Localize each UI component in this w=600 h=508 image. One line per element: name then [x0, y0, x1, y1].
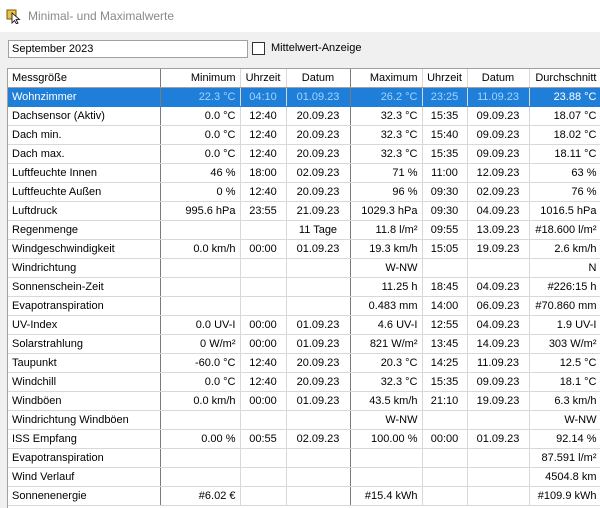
- value-cell: 0.0 °C: [160, 373, 240, 392]
- value-cell: 12:40: [240, 183, 286, 202]
- average-display-checkbox[interactable]: [252, 40, 361, 56]
- table-row[interactable]: [8, 88, 600, 107]
- table-row[interactable]: [8, 373, 600, 392]
- table-row[interactable]: [8, 145, 600, 164]
- value-cell: [467, 487, 529, 506]
- column-header[interactable]: Datum: [286, 69, 350, 88]
- value-cell: 01.09.23: [286, 392, 350, 411]
- value-cell: 18.02 °C: [529, 126, 600, 145]
- value-cell: 71 %: [350, 164, 422, 183]
- value-cell: [160, 297, 240, 316]
- value-cell: #6.02 €: [160, 487, 240, 506]
- column-header[interactable]: Maximum: [350, 69, 422, 88]
- measurement-name-cell: Solarstrahlung: [8, 335, 160, 354]
- value-cell: 0.0 km/h: [160, 392, 240, 411]
- value-cell: 01.09.23: [286, 240, 350, 259]
- value-cell: 32.3 °C: [350, 107, 422, 126]
- table-row[interactable]: [8, 335, 600, 354]
- table-row[interactable]: [8, 126, 600, 145]
- toolbar: [0, 32, 600, 62]
- value-cell: 01.09.23: [467, 430, 529, 449]
- value-cell: 09.09.23: [467, 373, 529, 392]
- value-cell: 23:25: [422, 88, 467, 107]
- table-row[interactable]: [8, 183, 600, 202]
- value-cell: 12:40: [240, 373, 286, 392]
- table-row[interactable]: [8, 164, 600, 183]
- value-cell: 01.09.23: [286, 88, 350, 107]
- value-cell: [240, 449, 286, 468]
- measurement-name-cell: Windchill: [8, 373, 160, 392]
- measurement-name-cell: Dach min.: [8, 126, 160, 145]
- value-cell: 0.0 °C: [160, 145, 240, 164]
- value-cell: [350, 468, 422, 487]
- value-cell: [422, 487, 467, 506]
- value-cell: 18:00: [240, 164, 286, 183]
- value-cell: 00:00: [240, 335, 286, 354]
- value-cell: [240, 221, 286, 240]
- value-cell: 15:05: [422, 240, 467, 259]
- measurement-name-cell: Evapotranspiration: [8, 297, 160, 316]
- value-cell: [467, 259, 529, 278]
- value-cell: 14:25: [422, 354, 467, 373]
- value-cell: 995.6 hPa: [160, 202, 240, 221]
- table-row[interactable]: [8, 297, 600, 316]
- value-cell: 0.0 UV-I: [160, 316, 240, 335]
- value-cell: 02.09.23: [286, 430, 350, 449]
- value-cell: [240, 487, 286, 506]
- value-cell: 09:30: [422, 183, 467, 202]
- window-title: Minimal- und Maximalwerte: [28, 9, 175, 23]
- value-cell: [240, 278, 286, 297]
- value-cell: #226:15 h: [529, 278, 600, 297]
- value-cell: 11.09.23: [467, 88, 529, 107]
- value-cell: 20.09.23: [286, 354, 350, 373]
- value-cell: 12:40: [240, 126, 286, 145]
- value-cell: 0.0 °C: [160, 126, 240, 145]
- value-cell: [467, 449, 529, 468]
- value-cell: 06.09.23: [467, 297, 529, 316]
- value-cell: [160, 259, 240, 278]
- value-cell: 19.09.23: [467, 392, 529, 411]
- value-cell: 15:35: [422, 107, 467, 126]
- table-row[interactable]: [8, 221, 600, 240]
- value-cell: 32.3 °C: [350, 145, 422, 164]
- table-row[interactable]: [8, 411, 600, 430]
- value-cell: 04.09.23: [467, 316, 529, 335]
- measurement-name-cell: Wohnzimmer: [8, 88, 160, 107]
- column-header[interactable]: Uhrzeit: [240, 69, 286, 88]
- value-cell: [160, 278, 240, 297]
- value-cell: 00:00: [240, 392, 286, 411]
- value-cell: N: [529, 259, 600, 278]
- value-cell: 0.483 mm: [350, 297, 422, 316]
- value-cell: 0.0 km/h: [160, 240, 240, 259]
- value-cell: 0 W/m²: [160, 335, 240, 354]
- value-cell: 23:55: [240, 202, 286, 221]
- title-bar: [0, 0, 600, 32]
- value-cell: #18.600 l/m²: [529, 221, 600, 240]
- value-cell: 18.1 °C: [529, 373, 600, 392]
- value-cell: 63 %: [529, 164, 600, 183]
- value-cell: 12:55: [422, 316, 467, 335]
- measurement-name-cell: Sonnenschein-Zeit: [8, 278, 160, 297]
- value-cell: [240, 297, 286, 316]
- value-cell: 32.3 °C: [350, 373, 422, 392]
- value-cell: 32.3 °C: [350, 126, 422, 145]
- value-cell: 13:45: [422, 335, 467, 354]
- table-row[interactable]: [8, 487, 600, 506]
- table-row[interactable]: [8, 316, 600, 335]
- measurement-name-cell: Regenmenge: [8, 221, 160, 240]
- cursor-icon: [6, 8, 22, 24]
- value-cell: [422, 449, 467, 468]
- value-cell: 04.09.23: [467, 278, 529, 297]
- value-cell: 13.09.23: [467, 221, 529, 240]
- measurement-name-cell: Windrichtung: [8, 259, 160, 278]
- value-cell: [422, 259, 467, 278]
- value-cell: 09:55: [422, 221, 467, 240]
- measurement-name-cell: Windgeschwindigkeit: [8, 240, 160, 259]
- average-display-label: Mittelwert-Anzeige: [271, 42, 362, 54]
- value-cell: #70.860 mm: [529, 297, 600, 316]
- value-cell: 46 %: [160, 164, 240, 183]
- column-header[interactable]: Messgröße: [8, 69, 160, 88]
- value-cell: 00:55: [240, 430, 286, 449]
- value-cell: 11.25 h: [350, 278, 422, 297]
- value-cell: 4504.8 km: [529, 468, 600, 487]
- value-cell: 6.3 km/h: [529, 392, 600, 411]
- value-cell: 14.09.23: [467, 335, 529, 354]
- value-cell: 00:00: [240, 240, 286, 259]
- column-header[interactable]: Minimum: [160, 69, 240, 88]
- value-cell: 96 %: [350, 183, 422, 202]
- value-cell: 43.5 km/h: [350, 392, 422, 411]
- month-field[interactable]: [8, 40, 248, 58]
- table-row[interactable]: [8, 468, 600, 487]
- value-cell: [160, 449, 240, 468]
- value-cell: [467, 468, 529, 487]
- value-cell: 09.09.23: [467, 107, 529, 126]
- measurement-name-cell: Windböen: [8, 392, 160, 411]
- measurement-name-cell: Luftdruck: [8, 202, 160, 221]
- measurement-name-cell: ISS Empfang: [8, 430, 160, 449]
- value-cell: 0.00 %: [160, 430, 240, 449]
- value-cell: 76 %: [529, 183, 600, 202]
- value-cell: 09.09.23: [467, 145, 529, 164]
- value-cell: 02.09.23: [286, 164, 350, 183]
- measurement-name-cell: Evapotranspiration: [8, 449, 160, 468]
- value-cell: 100.00 %: [350, 430, 422, 449]
- table-row[interactable]: [8, 278, 600, 297]
- value-cell: 14:00: [422, 297, 467, 316]
- value-cell: 20.3 °C: [350, 354, 422, 373]
- value-cell: [286, 411, 350, 430]
- measurement-name-cell: Wind Verlauf: [8, 468, 160, 487]
- value-cell: 20.09.23: [286, 107, 350, 126]
- value-cell: W-NW: [350, 259, 422, 278]
- checkbox-icon[interactable]: [252, 42, 265, 55]
- value-cell: 04:10: [240, 88, 286, 107]
- value-cell: 19.09.23: [467, 240, 529, 259]
- value-cell: [160, 468, 240, 487]
- value-cell: 12:40: [240, 354, 286, 373]
- value-cell: 26.2 °C: [350, 88, 422, 107]
- measurement-name-cell: Luftfeuchte Außen: [8, 183, 160, 202]
- value-cell: [160, 221, 240, 240]
- value-cell: 1016.5 hPa: [529, 202, 600, 221]
- value-cell: [160, 411, 240, 430]
- value-cell: 12.09.23: [467, 164, 529, 183]
- value-cell: [286, 449, 350, 468]
- value-cell: 21.09.23: [286, 202, 350, 221]
- value-cell: 11 Tage: [286, 221, 350, 240]
- value-cell: 01.09.23: [286, 316, 350, 335]
- value-cell: 0.0 °C: [160, 107, 240, 126]
- value-cell: 87.591 l/m²: [529, 449, 600, 468]
- value-cell: [422, 411, 467, 430]
- value-cell: 11.8 l/m²: [350, 221, 422, 240]
- value-cell: 2.6 km/h: [529, 240, 600, 259]
- value-cell: 0 %: [160, 183, 240, 202]
- value-cell: 20.09.23: [286, 183, 350, 202]
- value-cell: [286, 297, 350, 316]
- value-cell: 821 W/m²: [350, 335, 422, 354]
- value-cell: 22.3 °C: [160, 88, 240, 107]
- value-cell: [286, 468, 350, 487]
- table-row[interactable]: [8, 449, 600, 468]
- value-cell: 15:35: [422, 145, 467, 164]
- measurement-name-cell: Taupunkt: [8, 354, 160, 373]
- table-row[interactable]: [8, 259, 600, 278]
- column-header[interactable]: Durchschnitt: [529, 69, 600, 88]
- value-cell: 20.09.23: [286, 145, 350, 164]
- value-cell: 00:00: [422, 430, 467, 449]
- value-cell: [422, 468, 467, 487]
- value-cell: 23.88 °C: [529, 88, 600, 107]
- value-cell: [240, 259, 286, 278]
- value-cell: 11.09.23: [467, 354, 529, 373]
- value-cell: [286, 259, 350, 278]
- value-cell: 09:30: [422, 202, 467, 221]
- value-cell: 02.09.23: [467, 183, 529, 202]
- value-cell: [240, 468, 286, 487]
- value-cell: W-NW: [350, 411, 422, 430]
- measurement-name-cell: Sonnenenergie: [8, 487, 160, 506]
- value-cell: 1.9 UV-I: [529, 316, 600, 335]
- table-row[interactable]: [8, 392, 600, 411]
- value-cell: 20.09.23: [286, 373, 350, 392]
- value-cell: 15:40: [422, 126, 467, 145]
- column-header[interactable]: Datum: [467, 69, 529, 88]
- value-cell: 18.11 °C: [529, 145, 600, 164]
- value-cell: -60.0 °C: [160, 354, 240, 373]
- measurement-name-cell: Windrichtung Windböen: [8, 411, 160, 430]
- value-cell: [350, 449, 422, 468]
- value-cell: [467, 411, 529, 430]
- value-cell: 00:00: [240, 316, 286, 335]
- value-cell: W-NW: [529, 411, 600, 430]
- value-cell: 12:40: [240, 107, 286, 126]
- table-row[interactable]: [8, 240, 600, 259]
- value-cell: 20.09.23: [286, 126, 350, 145]
- minmax-table[interactable]: [7, 68, 600, 508]
- value-cell: #15.4 kWh: [350, 487, 422, 506]
- value-cell: 09.09.23: [467, 126, 529, 145]
- measurement-name-cell: Dach max.: [8, 145, 160, 164]
- table-row[interactable]: [8, 202, 600, 221]
- value-cell: 92.14 %: [529, 430, 600, 449]
- value-cell: 15:35: [422, 373, 467, 392]
- value-cell: #109.9 kWh: [529, 487, 600, 506]
- measurement-name-cell: Dachsensor (Aktiv): [8, 107, 160, 126]
- value-cell: 18.07 °C: [529, 107, 600, 126]
- value-cell: 12.5 °C: [529, 354, 600, 373]
- value-cell: 18:45: [422, 278, 467, 297]
- value-cell: 4.6 UV-I: [350, 316, 422, 335]
- value-cell: 1029.3 hPa: [350, 202, 422, 221]
- table-header-row: [8, 69, 600, 88]
- value-cell: [286, 278, 350, 297]
- value-cell: 21:10: [422, 392, 467, 411]
- value-cell: 11:00: [422, 164, 467, 183]
- table-row[interactable]: [8, 430, 600, 449]
- value-cell: 303 W/m²: [529, 335, 600, 354]
- value-cell: 01.09.23: [286, 335, 350, 354]
- value-cell: [286, 487, 350, 506]
- measurement-name-cell: Luftfeuchte Innen: [8, 164, 160, 183]
- measurement-name-cell: UV-Index: [8, 316, 160, 335]
- value-cell: 12:40: [240, 145, 286, 164]
- value-cell: 19.3 km/h: [350, 240, 422, 259]
- column-header[interactable]: Uhrzeit: [422, 69, 467, 88]
- table-row[interactable]: [8, 107, 600, 126]
- value-cell: 04.09.23: [467, 202, 529, 221]
- table-row[interactable]: [8, 354, 600, 373]
- value-cell: [240, 411, 286, 430]
